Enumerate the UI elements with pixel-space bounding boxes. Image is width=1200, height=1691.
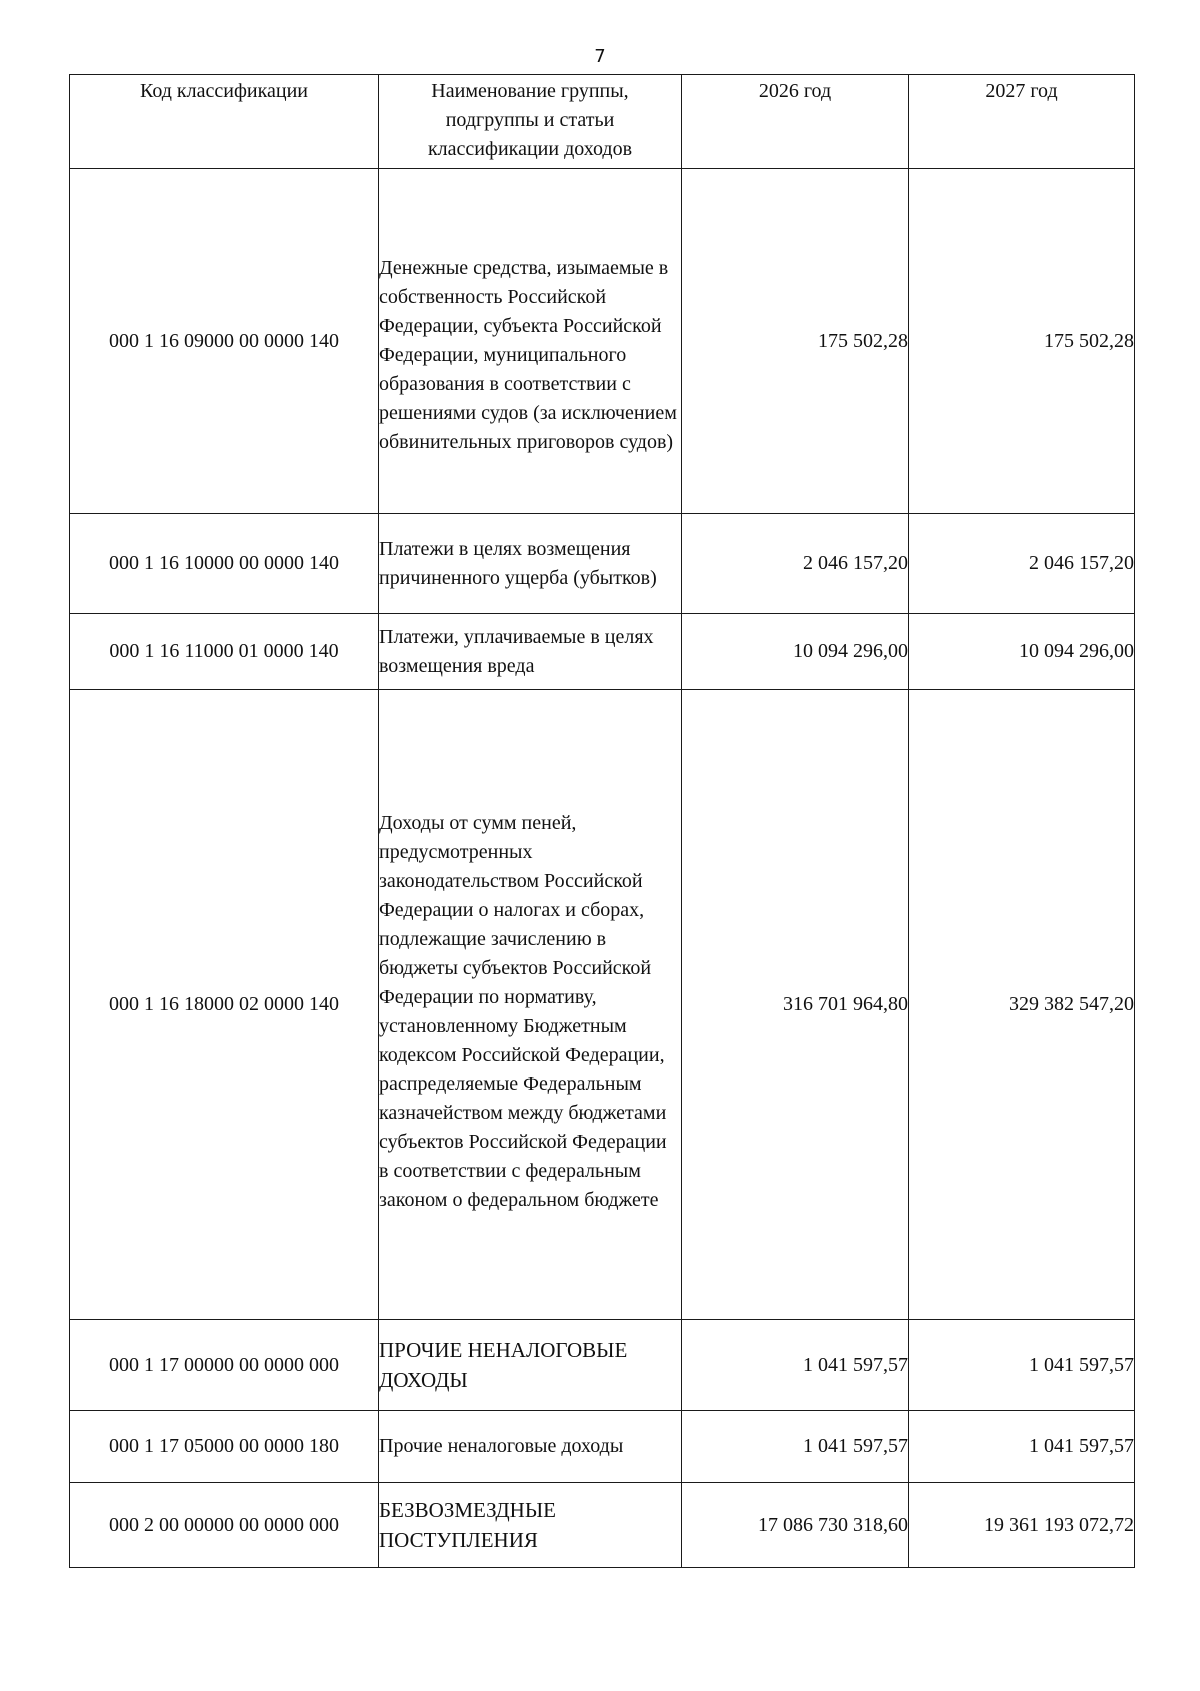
row-value-2027: 10 094 296,00 <box>909 614 1135 690</box>
row-name: БЕЗВОЗМЕЗДНЫЕ ПОСТУПЛЕНИЯ <box>379 1483 682 1568</box>
row-value-2026: 1 041 597,57 <box>682 1320 909 1411</box>
table-row <box>70 1483 1135 1568</box>
table-row <box>70 514 1135 614</box>
header-name: Наименование группы, подгруппы и статьи классификации доходов <box>379 75 682 169</box>
row-code: 000 2 00 00000 00 0000 000 <box>70 1483 379 1568</box>
row-code: 000 1 17 05000 00 0000 180 <box>70 1411 379 1483</box>
row-name: ПРОЧИЕ НЕНАЛОГОВЫЕ ДОХОДЫ <box>379 1320 682 1411</box>
header-code: Код классификации <box>70 75 379 169</box>
header-year-2027: 2027 год <box>909 75 1135 169</box>
header-year-2026: 2026 год <box>682 75 909 169</box>
row-code: 000 1 16 10000 00 0000 140 <box>70 514 379 614</box>
table-row <box>70 614 1135 690</box>
table-row <box>70 1411 1135 1483</box>
row-value-2027: 2 046 157,20 <box>909 514 1135 614</box>
row-value-2026: 175 502,28 <box>682 169 909 514</box>
row-value-2026: 2 046 157,20 <box>682 514 909 614</box>
row-name: Платежи, уплачиваемые в целях возмещения вреда <box>379 614 682 690</box>
row-value-2026: 316 701 964,80 <box>682 690 909 1320</box>
row-value-2027: 19 361 193 072,72 <box>909 1483 1135 1568</box>
row-value-2026: 17 086 730 318,60 <box>682 1483 909 1568</box>
row-code: 000 1 16 09000 00 0000 140 <box>70 169 379 514</box>
table-row <box>70 690 1135 1320</box>
row-value-2026: 1 041 597,57 <box>682 1411 909 1483</box>
revenue-classification-table <box>69 74 1135 1568</box>
row-name: Платежи в целях возмещения причиненного ущерба (убытков) <box>379 514 682 614</box>
row-value-2026: 10 094 296,00 <box>682 614 909 690</box>
row-value-2027: 1 041 597,57 <box>909 1411 1135 1483</box>
row-value-2027: 175 502,28 <box>909 169 1135 514</box>
row-code: 000 1 17 00000 00 0000 000 <box>70 1320 379 1411</box>
row-name: Прочие неналоговые доходы <box>379 1411 682 1483</box>
row-value-2027: 1 041 597,57 <box>909 1320 1135 1411</box>
row-code: 000 1 16 18000 02 0000 140 <box>70 690 379 1320</box>
row-name: Денежные средства, изымаемые в собственность Российской Федерации, субъекта Российской Федерации, муниципального образования в соответствии с решениями судов (за исключением обвинительных приговоров судов) <box>379 169 682 514</box>
page-number: 7 <box>594 46 606 67</box>
row-code: 000 1 16 11000 01 0000 140 <box>70 614 379 690</box>
row-name: Доходы от сумм пеней, предусмотренных законодательством Российской Федерации о налогах и сборах, подлежащие зачислению в бюджеты субъектов Российской Федерации по нормативу, установленному Бюджетным кодексом Российской Федерации, распределяемые Федеральным казначейством между бюджетами субъектов Российской Федерации в соответствии с федеральным законом о федеральном бюджете <box>379 690 682 1320</box>
table-header-row <box>70 75 1135 169</box>
row-value-2027: 329 382 547,20 <box>909 690 1135 1320</box>
table-row <box>70 169 1135 514</box>
table-row <box>70 1320 1135 1411</box>
